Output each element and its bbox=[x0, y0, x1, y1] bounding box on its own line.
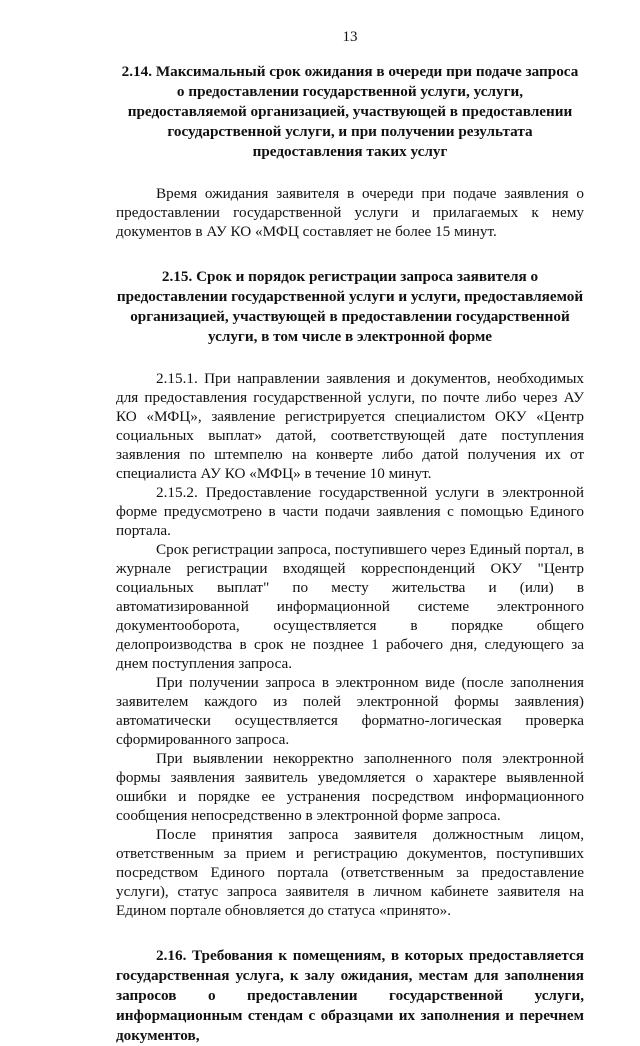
section-2-15-heading: 2.15. Срок и порядок регистрации запроса заявителя о предоставлении государственной услуги и услуги, предоставляемой организацией, участвующей в предоставлении государственной услуги, в том числе в электронной форме bbox=[116, 268, 584, 345]
section-2-15-paragraph: При выявлении некорректно заполненного поля электронной формы заявления заявитель уведомляется о характере выявленной ошибки и порядке ее устранения посредством информационного сообщения непосредственно в электронной форме запроса. bbox=[116, 750, 584, 824]
section-2-15-paragraph: 2.15.2. Предоставление государственной услуги в электронной форме предусмотрено в части подачи заявления с помощью Единого портала. bbox=[116, 484, 584, 539]
section-2-14-heading: 2.14. Максимальный срок ожидания в очереди при подаче запроса о предоставлении государственной услуги, услуги, предоставляемой организацией, участвующей в предоставлении государственной услуги, и при получении результата предоставления таких услуг bbox=[121, 63, 579, 160]
section-2-15-paragraph: Срок регистрации запроса, поступившего через Единый портал, в журнале регистрации входящей корреспонденций ОКУ "Центр социальных выплат" по месту жительства и (или) в автоматизированной информационной системе электронного документооборота, осуществляется в порядке общего делопроизводства в срок не позднее 1 рабочего дня, следующего за днем поступления запроса. bbox=[116, 541, 584, 672]
page-number: 13 bbox=[342, 29, 358, 45]
section-2-16-heading: 2.16. Требования к помещениям, в которых предоставляется государственная услуга, к залу ожидания, местам для заполнения запросов о предоставлении государственной услуги, информационным стендам с образцами их заполнения и перечнем документов, bbox=[116, 947, 584, 1044]
section-2-14-paragraph: Время ожидания заявителя в очереди при подаче заявления о предоставлении государственной услуги и прилагаемых к нему документов в АУ КО «МФЦ составляет не более 15 минут. bbox=[116, 185, 584, 240]
section-2-15-paragraph: 2.15.1. При направлении заявления и документов, необходимых для предоставления государственной услуги, по почте либо через АУ КО «МФЦ», заявление регистрируется специалистом ОКУ «Центр социальных выплат» датой, соответствующей дате поступления заявления по штемпелю на конверте либо датой получения их от специалиста АУ КО «МФЦ» в течение 10 минут. bbox=[116, 370, 584, 482]
section-2-15-paragraph: После принятия запроса заявителя должностным лицом, ответственным за прием и регистрацию документов, поступивших посредством Единого портала (ответственным за предоставление услуги), статус запроса заявителя в личном кабинете заявителя на Едином портале обновляется до статуса «принято». bbox=[116, 826, 584, 919]
section-2-15-paragraph: При получении запроса в электронном виде (после заполнения заявителем каждого из полей электронной формы заявления) автоматически осуществляется форматно-логическая проверка сформированного запроса. bbox=[116, 674, 584, 748]
